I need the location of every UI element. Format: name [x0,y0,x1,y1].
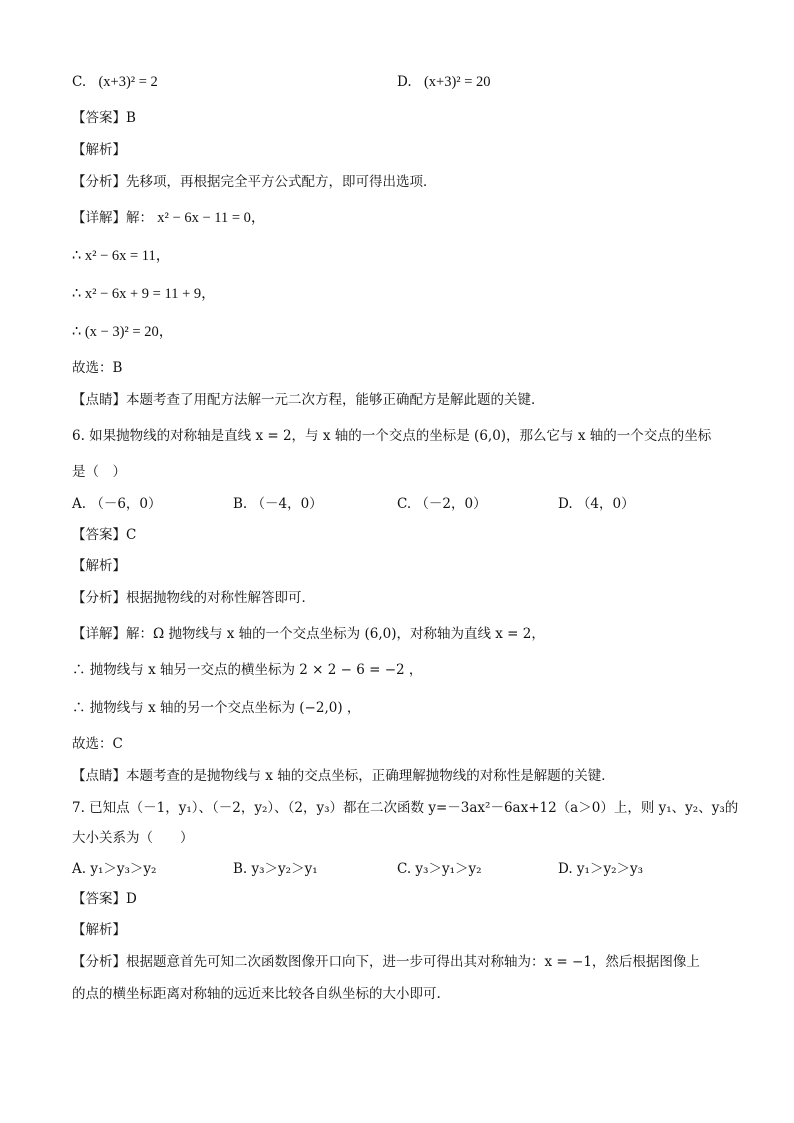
q5-option-d [397,72,491,92]
q5-step3: ∴ (x − 3)² = 20， [72,324,174,340]
q7-fenxi-line2: 的点的横坐标距离对称轴的远近来比较各自纵坐标的大小即可. [72,986,441,1002]
q7-answer: 【答案】D [72,891,137,907]
q5-option-c [72,72,158,92]
q6-detail1: 【详解】解：Ω 抛物线与 x 轴的一个交点坐标为 (6,0)，对称轴为直线 x = 2， [72,626,545,642]
q5-option-d-expr: (x+3)² = 20 [423,74,491,90]
q5-answer: 【答案】B [72,110,136,126]
q7-stem-line2: 大小关系为（ ） [72,830,194,846]
q7-option-d: D. y₁＞y₂＞y₃ [558,861,644,877]
q7-analysis-heading: 【解析】 [72,922,126,938]
q6-analysis-heading: 【解析】 [72,558,126,574]
q5-detail-prefix: 【详解】解： [72,210,153,226]
q5-choice: 故选：B [72,360,123,376]
q5-fenxi: 【分析】先移项，再根据完全平方公式配方，即可得出选项． [72,174,437,190]
q5-option-d-label: D. [397,74,412,90]
q6-option-b: B. （－4，0） [233,496,323,512]
q6-answer: 【答案】C [72,527,137,543]
q6-comment: 【点睛】本题考查的是抛物线与 x 轴的交点坐标，正确理解抛物线的对称性是解题的关键． [72,768,615,784]
q7-option-b: B. y₃＞y₂＞y₁ [233,861,318,877]
q7-stem-line1: 7. 已知点（－1，y₁）、（－2，y₂）、（2，y₃）都在二次函数 y=－3ax²－6ax+12（a＞0）上，则 y₁、y₂、y₃的 [72,800,739,816]
q6-option-c: C. （－2，0） [397,496,487,512]
q6-stem-line2: 是（ ） [72,464,126,480]
q5-option-c-label: C. [72,74,87,90]
q6-detail3: ∴ 抛物线与 x 轴的另一个交点坐标为 (−2,0) ， [72,700,361,716]
q5-step1: ∴ x² − 6x = 11， [72,248,171,264]
q6-option-d: D. （4，0） [558,496,635,512]
q6-fenxi: 【分析】根据抛物线的对称性解答即可． [72,590,315,606]
q5-comment: 【点睛】本题考查了用配方法解一元二次方程，能够正确配方是解此题的关键． [72,392,545,408]
q5-detail-expr: x² − 6x − 11 = 0， [157,210,266,226]
q5-detail [72,208,265,228]
q6-detail2: ∴ 抛物线与 x 轴另一交点的横坐标为 2 × 2 − 6 = −2 ， [72,662,423,678]
q7-option-c: C. y₃＞y₁＞y₂ [397,861,482,877]
q7-option-a: A. y₁＞y₃＞y₂ [72,861,157,877]
q6-option-a: A. （－6，0） [72,496,162,512]
q5-analysis-heading: 【解析】 [72,142,126,158]
q7-fenxi-line1: 【分析】根据题意首先可知二次函数图像开口向下，进一步可得出其对称轴为：x = −1，然后根据图像上 [72,954,700,970]
q6-stem-line1: 6. 如果抛物线的对称轴是直线 x = 2，与 x 轴的一个交点的坐标是 (6,0)，那么它与 x 轴的一个交点的坐标 [72,428,712,444]
q5-step2: ∴ x² − 6x + 9 = 11 + 9， [72,286,216,302]
q6-choice: 故选：C [72,736,123,752]
q5-option-c-expr: (x+3)² = 2 [98,74,158,90]
